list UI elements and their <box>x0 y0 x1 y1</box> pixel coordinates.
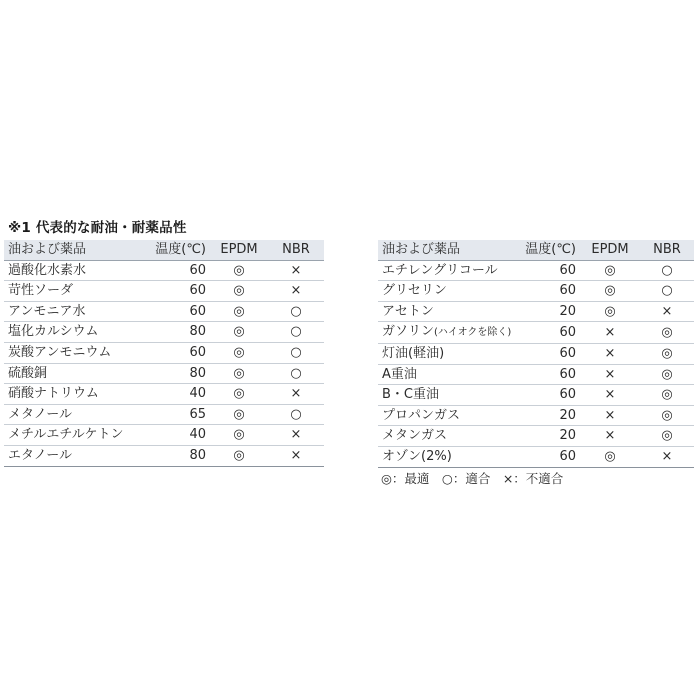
temperature-value: 60 <box>142 281 210 302</box>
table-row <box>378 385 694 406</box>
epdm-rating: × <box>580 426 640 447</box>
temperature-value: 80 <box>142 363 210 384</box>
temperature-value: 20 <box>520 301 580 322</box>
nbr-rating: × <box>640 301 694 322</box>
header-name: 油および薬品 <box>378 240 520 260</box>
epdm-rating: ◎ <box>580 260 640 281</box>
header-epdm: EPDM <box>210 240 268 260</box>
table-row <box>378 426 694 447</box>
table-row <box>378 405 694 426</box>
epdm-rating: ◎ <box>210 384 268 405</box>
epdm-rating: ◎ <box>580 281 640 302</box>
nbr-rating: ○ <box>268 404 324 425</box>
temperature-value: 60 <box>142 342 210 363</box>
nbr-rating: × <box>268 260 324 281</box>
header-epdm: EPDM <box>580 240 640 260</box>
temperature-value: 40 <box>142 384 210 405</box>
epdm-rating: ◎ <box>210 363 268 384</box>
nbr-rating: ○ <box>268 342 324 363</box>
temperature-value: 80 <box>142 445 210 466</box>
table-row <box>378 301 694 322</box>
table-row <box>4 404 324 425</box>
substance-name: エタノール <box>4 445 142 466</box>
substance-name: アセトン <box>378 301 520 322</box>
table-row <box>4 342 324 363</box>
substance-name: オゾン(2%) <box>378 446 520 467</box>
epdm-rating: × <box>580 385 640 406</box>
temperature-value: 60 <box>520 385 580 406</box>
resistance-table-left <box>4 240 324 467</box>
substance-name: A重油 <box>378 364 520 385</box>
epdm-rating: ◎ <box>580 446 640 467</box>
nbr-rating: ◎ <box>640 322 694 344</box>
temperature-value: 40 <box>142 425 210 446</box>
table-header-row <box>378 240 694 260</box>
substance-name: 灯油(軽油) <box>378 343 520 364</box>
epdm-rating: × <box>580 405 640 426</box>
substance-name: 硫酸銅 <box>4 363 142 384</box>
table-row <box>378 343 694 364</box>
table-row <box>378 446 694 467</box>
epdm-rating: ◎ <box>210 281 268 302</box>
temperature-value: 80 <box>142 322 210 343</box>
nbr-rating: ◎ <box>640 364 694 385</box>
substance-name: 苛性ソーダ <box>4 281 142 302</box>
table-row <box>4 301 324 322</box>
nbr-rating: ○ <box>640 260 694 281</box>
nbr-rating: × <box>640 446 694 467</box>
temperature-value: 60 <box>142 260 210 281</box>
table-row <box>378 322 694 344</box>
page-title: ※1 代表的な耐油・耐薬品性 <box>8 220 187 236</box>
substance-name: B・C重油 <box>378 385 520 406</box>
substance-name: メタンガス <box>378 426 520 447</box>
substance-name: 過酸化水素水 <box>4 260 142 281</box>
temperature-value: 65 <box>142 404 210 425</box>
substance-name: グリセリン <box>378 281 520 302</box>
epdm-rating: ◎ <box>210 404 268 425</box>
table-header-row <box>4 240 324 260</box>
nbr-rating: × <box>268 384 324 405</box>
substance-name: メタノール <box>4 404 142 425</box>
header-nbr: NBR <box>640 240 694 260</box>
nbr-rating: ○ <box>268 301 324 322</box>
table-row <box>4 322 324 343</box>
nbr-rating: × <box>268 445 324 466</box>
table-row <box>4 445 324 466</box>
temperature-value: 20 <box>520 405 580 426</box>
temperature-value: 60 <box>520 260 580 281</box>
epdm-rating: ◎ <box>210 322 268 343</box>
epdm-rating: × <box>580 364 640 385</box>
nbr-rating: ◎ <box>640 405 694 426</box>
temperature-value: 60 <box>520 322 580 344</box>
epdm-rating: ◎ <box>210 342 268 363</box>
epdm-rating: × <box>580 322 640 344</box>
table-row <box>4 363 324 384</box>
nbr-rating: ○ <box>268 363 324 384</box>
substance-name: 塩化カルシウム <box>4 322 142 343</box>
table-row <box>4 425 324 446</box>
table-row <box>4 281 324 302</box>
substance-name: ガソリン(ハイオクを除く) <box>378 322 520 344</box>
temperature-value: 60 <box>520 281 580 302</box>
temperature-value: 60 <box>520 343 580 364</box>
rating-legend: ◎：最適 ○：適合 ×：不適合 <box>381 471 564 486</box>
epdm-rating: ◎ <box>210 425 268 446</box>
substance-name: アンモニア水 <box>4 301 142 322</box>
epdm-rating: × <box>580 343 640 364</box>
nbr-rating: × <box>268 425 324 446</box>
epdm-rating: ◎ <box>580 301 640 322</box>
substance-name: 硝酸ナトリウム <box>4 384 142 405</box>
epdm-rating: ◎ <box>210 260 268 281</box>
substance-name: 炭酸アンモニウム <box>4 342 142 363</box>
temperature-value: 60 <box>520 364 580 385</box>
nbr-rating: ◎ <box>640 385 694 406</box>
nbr-rating: ◎ <box>640 426 694 447</box>
epdm-rating: ◎ <box>210 445 268 466</box>
header-temp: 温度(℃) <box>520 240 580 260</box>
epdm-rating: ◎ <box>210 301 268 322</box>
temperature-value: 60 <box>142 301 210 322</box>
substance-name: エチレングリコール <box>378 260 520 281</box>
substance-note: (ハイオクを除く) <box>434 327 512 339</box>
table-row <box>378 260 694 281</box>
nbr-rating: × <box>268 281 324 302</box>
substance-name: プロパンガス <box>378 405 520 426</box>
header-temp: 温度(℃) <box>142 240 210 260</box>
table-row <box>4 260 324 281</box>
temperature-value: 60 <box>520 446 580 467</box>
header-name: 油および薬品 <box>4 240 142 260</box>
temperature-value: 20 <box>520 426 580 447</box>
nbr-rating: ○ <box>640 281 694 302</box>
nbr-rating: ○ <box>268 322 324 343</box>
table-row <box>378 281 694 302</box>
table-row <box>4 384 324 405</box>
substance-name: メチルエチルケトン <box>4 425 142 446</box>
table-row <box>378 364 694 385</box>
resistance-table-right <box>378 240 694 468</box>
nbr-rating: ◎ <box>640 343 694 364</box>
header-nbr: NBR <box>268 240 324 260</box>
